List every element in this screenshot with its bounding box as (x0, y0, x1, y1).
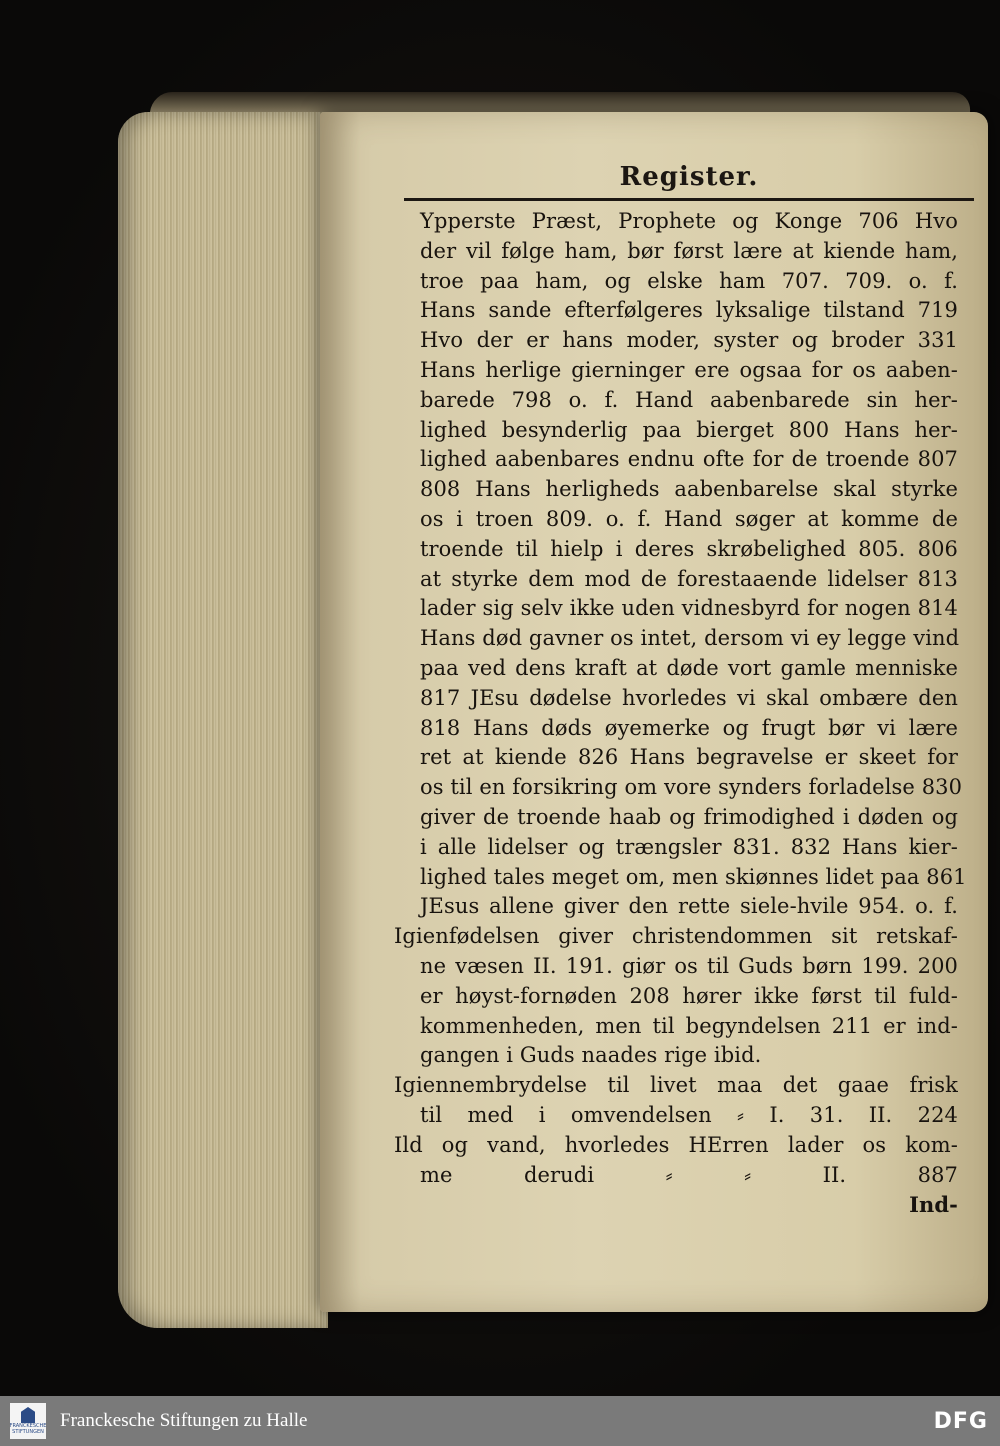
register-line: til med i omvendelsen ⸗ I. 31. II. 224 (420, 1102, 958, 1127)
register-line: i alle lidelser og trængsler 831. 832 Hans kier- (420, 834, 958, 859)
register-line: troe paa ham, og elske ham 707. 709. o. f. (420, 268, 958, 293)
register-line: Ild og vand, hvorledes HErren lader os kom- (394, 1132, 958, 1157)
register-line: Hans herlige gierninger ere ogsaa for os aaben- (420, 357, 958, 382)
register-line: JEsus allene giver den rette siele-hvile 954. o. f. (420, 894, 958, 919)
franckesche-logo (10, 1403, 46, 1439)
register-line: kommenheden, men til begyndelsen 211 er ind- (420, 1013, 958, 1038)
register-line: os i troen 809. o. f. Hand søger at komme de (420, 506, 958, 531)
register-entries (394, 207, 967, 1190)
register-line: lighed besynderlig paa bierget 800 Hans her- (420, 417, 958, 442)
register-line: lighed aabenbares endnu ofte for de troende 807 (420, 447, 958, 472)
running-head: Register. (619, 162, 759, 192)
register-line: Hvo der er hans moder, syster og broder 331 (420, 328, 958, 353)
register-line: 818 Hans døds øyemerke og frugt bør vi lære (420, 715, 958, 740)
register-line: Igienfødelsen giver christendommen sit retskaf- (394, 924, 958, 949)
register-line: Ypperste Præst, Prophete og Konge 706 Hvo (420, 209, 958, 233)
page-text-block (394, 162, 967, 1220)
register-line: os til en forsikring om vore synders forladelse 830 (420, 775, 963, 800)
register-line: troende til hielp i deres skrøbelighed 805. 806 (420, 536, 958, 561)
register-line: Hans sande efterfølgeres lyksalige tilstand 719 (420, 298, 958, 323)
book-page (320, 112, 988, 1312)
register-line: lader sig selv ikke uden vidnesbyrd for nogen 814 (420, 596, 958, 621)
viewer-footer (0, 1396, 1000, 1446)
register-line: me derudi ⸗ ⸗ II. 887 (420, 1162, 958, 1187)
institution-title: Franckesche Stiftungen zu Halle (60, 1410, 308, 1431)
book-page-edges (118, 112, 328, 1328)
register-line: at styrke dem mod de forestaaende lidelser 813 (420, 566, 958, 591)
catchword: Ind- (909, 1192, 958, 1218)
register-line: lighed tales meget om, men skiønnes lidet paa 861 (420, 864, 967, 889)
register-line: ne væsen II. 191. giør os til Guds børn 199. 200 (420, 953, 958, 978)
dfg-logo: DFG (933, 1408, 988, 1434)
register-line: der vil følge ham, bør først lære at kiende ham, (420, 238, 958, 263)
register-line: Hans død gavner os intet, dersom vi ey legge vind (420, 626, 960, 651)
register-line: Igiennembrydelse til livet maa det gaae frisk (394, 1073, 958, 1098)
register-line: 808 Hans herligheds aabenbarelse skal styrke (420, 477, 958, 502)
franckesche-logo-icon (21, 1407, 35, 1423)
register-line: ret at kiende 826 Hans begravelse er skeet for (420, 745, 958, 770)
header-rule (404, 198, 974, 201)
register-line: giver de troende haab og frimodighed i døden og (420, 804, 958, 829)
register-line: er høyst-fornøden 208 hører ikke først til fuld- (420, 983, 958, 1008)
logo-text: FRANCKESCHE STIFTUNGEN (9, 1423, 47, 1435)
register-line: paa ved dens kraft at døde vort gamle menniske (420, 655, 958, 680)
register-line: barede 798 o. f. Hand aabenbarede sin her- (420, 387, 958, 412)
register-line: gangen i Guds naades rige ibid. (420, 1043, 762, 1068)
register-line: 817 JEsu dødelse hvorledes vi skal ombære den (420, 685, 958, 710)
